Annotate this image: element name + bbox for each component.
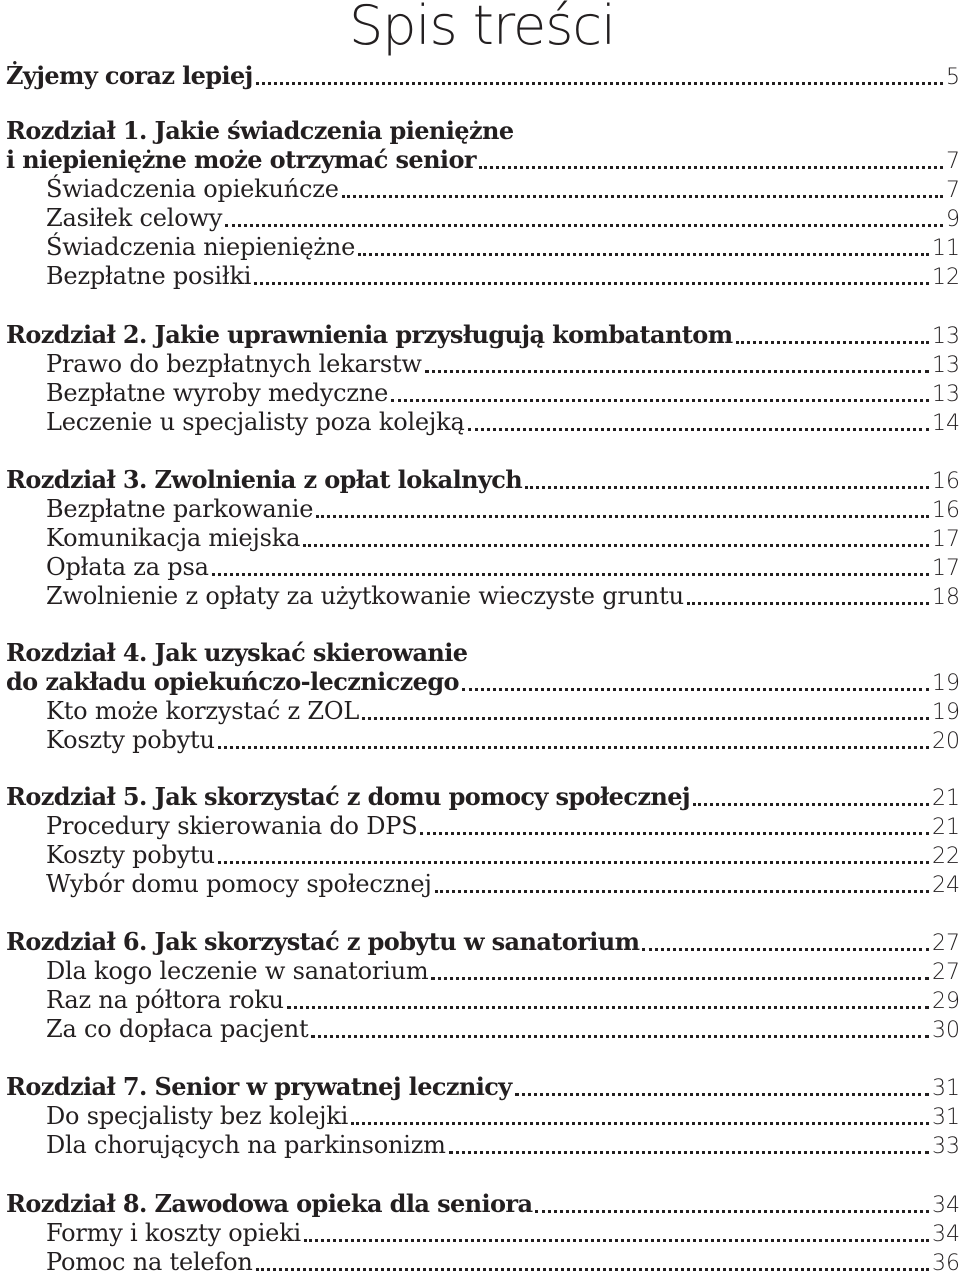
toc-page-number: 34 — [932, 1222, 960, 1247]
toc-entry-title: Prawo do bezpłatnych lekarstw — [46, 350, 422, 378]
toc-page-number: 33 — [932, 1134, 960, 1159]
dot-leader — [687, 598, 929, 605]
toc-page-number: 7 — [946, 149, 960, 174]
toc-entry-title: Do specjalisty bez kolejki — [46, 1102, 349, 1130]
toc-page-number: 30 — [932, 1018, 960, 1043]
toc-section-entry — [46, 407, 960, 437]
dot-leader — [431, 973, 929, 980]
toc-section-entry — [46, 725, 960, 755]
toc-entry-title: Rozdział 2. Jakie uprawnienia przysługują kombatantom — [6, 320, 733, 349]
toc-section-entry — [46, 378, 960, 408]
toc-entry-title: Koszty pobytu — [46, 841, 215, 869]
dot-leader — [342, 191, 943, 198]
dot-leader — [351, 1118, 929, 1125]
dot-leader — [642, 944, 929, 951]
toc-entry-title: Pomoc na telefon — [46, 1248, 253, 1276]
toc-page-number: 12 — [932, 265, 960, 290]
toc-section-entry — [46, 174, 960, 204]
dot-leader — [736, 337, 930, 344]
toc-page-number: 19 — [932, 671, 960, 696]
toc-entry-title: Rozdział 4. Jak uzyskać skierowanie — [6, 638, 468, 667]
toc-chapter-entry — [6, 320, 960, 350]
toc-page-number: 18 — [932, 585, 960, 610]
toc-chapter-entry — [6, 1189, 960, 1219]
dot-leader — [311, 1031, 929, 1038]
toc-chapter-entry — [6, 61, 960, 91]
toc-chapter-entry — [6, 927, 960, 957]
toc-page-number: 14 — [932, 411, 960, 436]
toc-entry-title: Opłata za psa — [46, 553, 209, 581]
toc-page-number: 36 — [932, 1251, 960, 1276]
dot-leader — [256, 1264, 929, 1271]
toc-page-number: 31 — [932, 1076, 960, 1101]
dot-leader — [225, 220, 943, 227]
toc-entry-title: Procedury skierowania do DPS — [46, 812, 418, 840]
toc-entry-title: Bezpłatne posiłki — [46, 262, 252, 290]
dot-leader — [362, 713, 929, 720]
toc-page-number: 29 — [932, 989, 960, 1014]
toc-page-number: 13 — [932, 382, 960, 407]
toc-page-number: 27 — [932, 960, 960, 985]
dot-leader — [535, 1206, 929, 1213]
toc-page-number: 27 — [932, 931, 960, 956]
toc-page-number: 11 — [932, 236, 960, 261]
dot-leader — [358, 249, 929, 256]
toc-section-entry — [46, 840, 960, 870]
toc-entry-title: Raz na półtora roku — [46, 986, 284, 1014]
toc-chapter-entry — [6, 1072, 960, 1102]
dot-leader — [425, 366, 929, 373]
toc-section-entry — [46, 203, 960, 233]
dot-leader — [254, 278, 929, 285]
toc-page-number: 19 — [932, 700, 960, 725]
dot-leader — [449, 1147, 929, 1154]
toc-page-number: 17 — [932, 556, 960, 581]
toc-page-number: 7 — [946, 178, 960, 203]
toc-entry-title: Zasiłek celowy — [46, 204, 223, 232]
toc-page-number: 24 — [932, 873, 960, 898]
dot-leader — [287, 1002, 929, 1009]
toc-page-number: 16 — [932, 469, 960, 494]
toc-entry-title: Zwolnienie z opłaty za użytkowanie wieczyste gruntu — [46, 582, 684, 610]
toc-section-entry — [46, 696, 960, 726]
toc-section-entry — [46, 261, 960, 291]
toc-chapter-entry — [6, 465, 960, 495]
dot-leader — [316, 511, 929, 518]
toc-entry-title: Komunikacja miejska — [46, 524, 301, 552]
toc-entry-title: Wybór domu pomocy społecznej — [46, 870, 432, 898]
dot-leader — [304, 1235, 929, 1242]
dot-leader — [218, 742, 929, 749]
dot-leader — [256, 78, 943, 85]
toc-entry-title: Rozdział 8. Zawodowa opieka dla seniora — [6, 1189, 533, 1218]
toc-page-number: 13 — [932, 324, 960, 349]
dot-leader — [391, 395, 929, 402]
toc-page-number: 31 — [932, 1105, 960, 1130]
dot-leader — [303, 540, 929, 547]
toc-entry-title: Dla chorujących na parkinsonizm — [46, 1131, 446, 1159]
toc-page-number: 5 — [946, 65, 960, 90]
toc-page-number: 9 — [946, 207, 960, 232]
toc-entry-title: Świadczenia opiekuńcze — [46, 175, 339, 203]
toc-section-entry — [46, 869, 960, 899]
toc-entry-title: Świadczenia niepieniężne — [46, 233, 356, 261]
dot-leader — [479, 162, 943, 169]
toc-section-entry — [46, 1101, 960, 1131]
toc-section-entry — [46, 552, 960, 582]
toc-entry-title: Bezpłatne wyroby medyczne — [46, 379, 389, 407]
toc-chapter-entry — [6, 145, 960, 175]
toc-chapter-entry — [6, 638, 960, 668]
toc-section-entry — [46, 581, 960, 611]
toc-page-number: 21 — [932, 815, 960, 840]
toc-section-entry — [46, 232, 960, 262]
page-title: Spis treści — [348, 0, 616, 57]
toc-page-number: 34 — [932, 1193, 960, 1218]
dot-leader — [212, 569, 929, 576]
toc-page-number: 20 — [932, 729, 960, 754]
toc-entry-title: Koszty pobytu — [46, 726, 215, 754]
toc-section-entry — [46, 985, 960, 1015]
toc-page-number: 22 — [932, 844, 960, 869]
toc-section-entry — [46, 523, 960, 553]
toc-section-entry — [46, 1014, 960, 1044]
dot-leader — [525, 482, 929, 489]
toc-section-entry — [46, 1247, 960, 1277]
toc-entry-title: Za co dopłaca pacjent — [46, 1015, 309, 1043]
toc-chapter-entry — [6, 116, 960, 146]
toc-page-number: 13 — [932, 353, 960, 378]
dot-leader — [693, 799, 929, 806]
toc-page-number: 21 — [932, 786, 960, 811]
dot-leader — [468, 424, 929, 431]
toc-section-entry — [46, 349, 960, 379]
toc-entry-title: Formy i koszty opieki — [46, 1219, 302, 1247]
toc-chapter-entry — [6, 782, 960, 812]
toc-entry-title: Rozdział 5. Jak skorzystać z domu pomocy społecznej — [6, 782, 690, 811]
dot-leader — [515, 1089, 929, 1096]
toc-entry-title: Kto może korzystać z ZOL — [46, 697, 360, 725]
toc-chapter-entry — [6, 667, 960, 697]
dot-leader — [218, 857, 929, 864]
dot-leader — [462, 684, 929, 691]
dot-leader — [420, 828, 929, 835]
toc-section-entry — [46, 1218, 960, 1248]
toc-entry-title: do zakładu opiekuńczo-leczniczego — [6, 667, 459, 696]
toc-section-entry — [46, 494, 960, 524]
toc-entry-title: i niepieniężne może otrzymać senior — [6, 145, 476, 174]
toc-entry-title: Rozdział 6. Jak skorzystać z pobytu w sanatorium — [6, 927, 640, 956]
toc-section-entry — [46, 956, 960, 986]
toc-entry-title: Żyjemy coraz lepiej — [6, 61, 253, 90]
dot-leader — [435, 886, 929, 893]
toc-section-entry — [46, 811, 960, 841]
toc-section-entry — [46, 1130, 960, 1160]
toc-entry-title: Rozdział 3. Zwolnienia z opłat lokalnych — [6, 465, 523, 494]
toc-entry-title: Rozdział 1. Jakie świadczenia pieniężne — [6, 116, 514, 145]
toc-entry-title: Leczenie u specjalisty poza kolejką — [46, 408, 465, 436]
toc-entry-title: Dla kogo leczenie w sanatorium — [46, 957, 429, 985]
toc-page-number: 16 — [932, 498, 960, 523]
toc-entry-title: Bezpłatne parkowanie — [46, 495, 314, 523]
toc-entry-title: Rozdział 7. Senior w prywatnej lecznicy — [6, 1072, 512, 1101]
toc-page-number: 17 — [932, 527, 960, 552]
